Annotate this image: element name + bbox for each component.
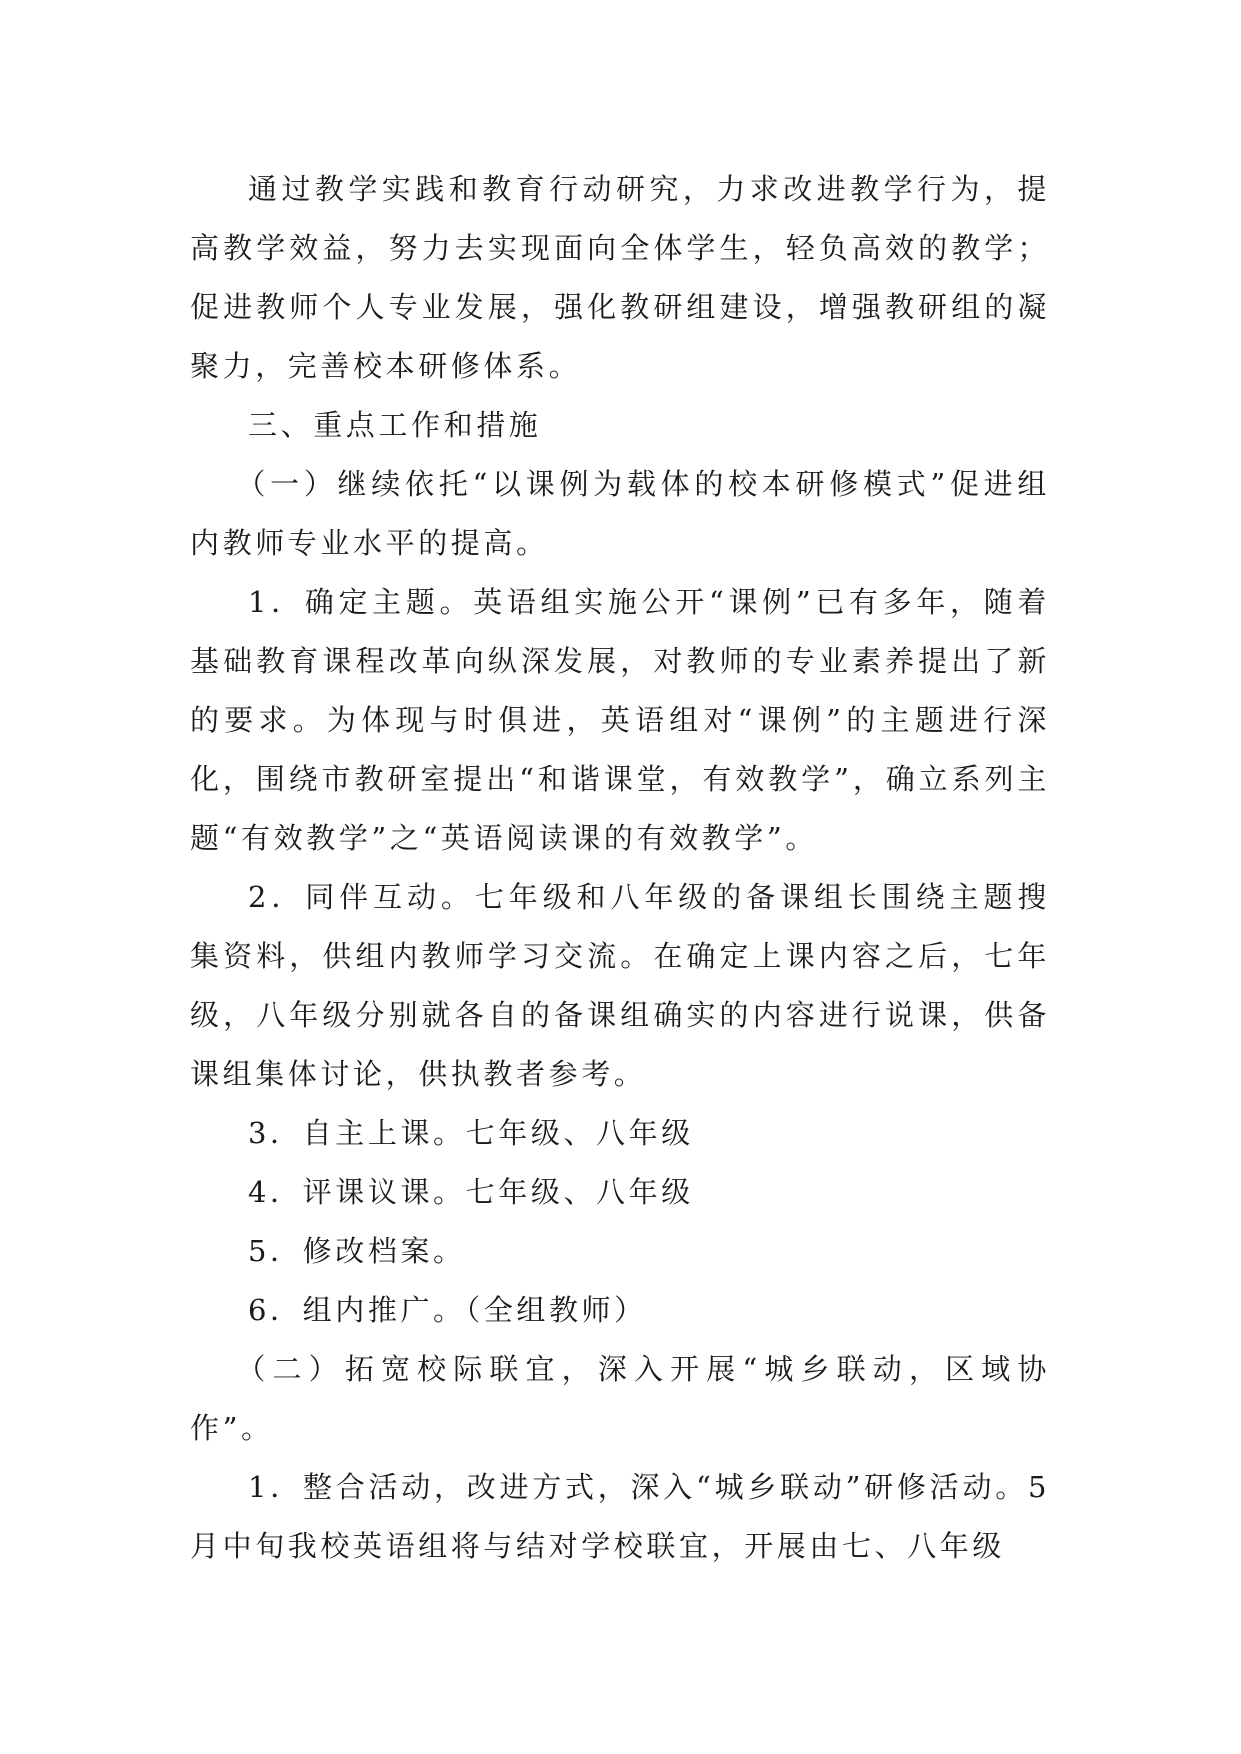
paragraph-item-4: 4．评课议课。七年级、八年级	[248, 1175, 694, 1209]
subsection-heading-1: （一）继续依托“以课例为载体的校本研修模式”促进组内教师专业水平的提高。	[190, 467, 1050, 560]
paragraph-item-5: 5．修改档案。	[248, 1234, 466, 1268]
paragraph-item-2: 2．同伴互动。七年级和八年级的备课组长围绕主题搜集资料，供组内教师学习交流。在确定上课内容之后，七年级，八年级分别就各自的备课组确实的内容进行说课，供备课组集体讨论，供执教者参考。	[190, 880, 1050, 1091]
subsection-heading-2: （二）拓宽校际联宜，深入开展“城乡联动，区域协作”。	[190, 1352, 1050, 1445]
document-body	[190, 160, 1050, 1576]
paragraph-item-1: 1．确定主题。英语组实施公开“课例”已有多年，随着基础教育课程改革向纵深发展，对教师的专业素养提出了新的要求。为体现与时俱进，英语组对“课例”的主题进行深化，围绕市教研室提出“和谐课堂，有效教学”，确立系列主题“有效教学”之“英语阅读课的有效教学”。	[190, 585, 1050, 855]
paragraph-item-3: 3．自主上课。七年级、八年级	[248, 1116, 694, 1150]
paragraph-item-6: 6．组内推广。（全组教师）	[248, 1293, 647, 1327]
paragraph-objectives: 通过教学实践和教育行动研究，力求改进教学行为，提高教学效益，努力去实现面向全体学生，轻负高效的教学；促进教师个人专业发展，强化教研组建设，增强教研组的凝聚力，完善校本研修体系。	[190, 172, 1050, 383]
paragraph-item-2-1: 1．整合活动，改进方式，深入“城乡联动”研修活动。5月中旬我校英语组将与结对学校联宜，开展由七、八年级	[190, 1470, 1050, 1563]
section-heading-key-work: 三、重点工作和措施	[248, 408, 542, 442]
